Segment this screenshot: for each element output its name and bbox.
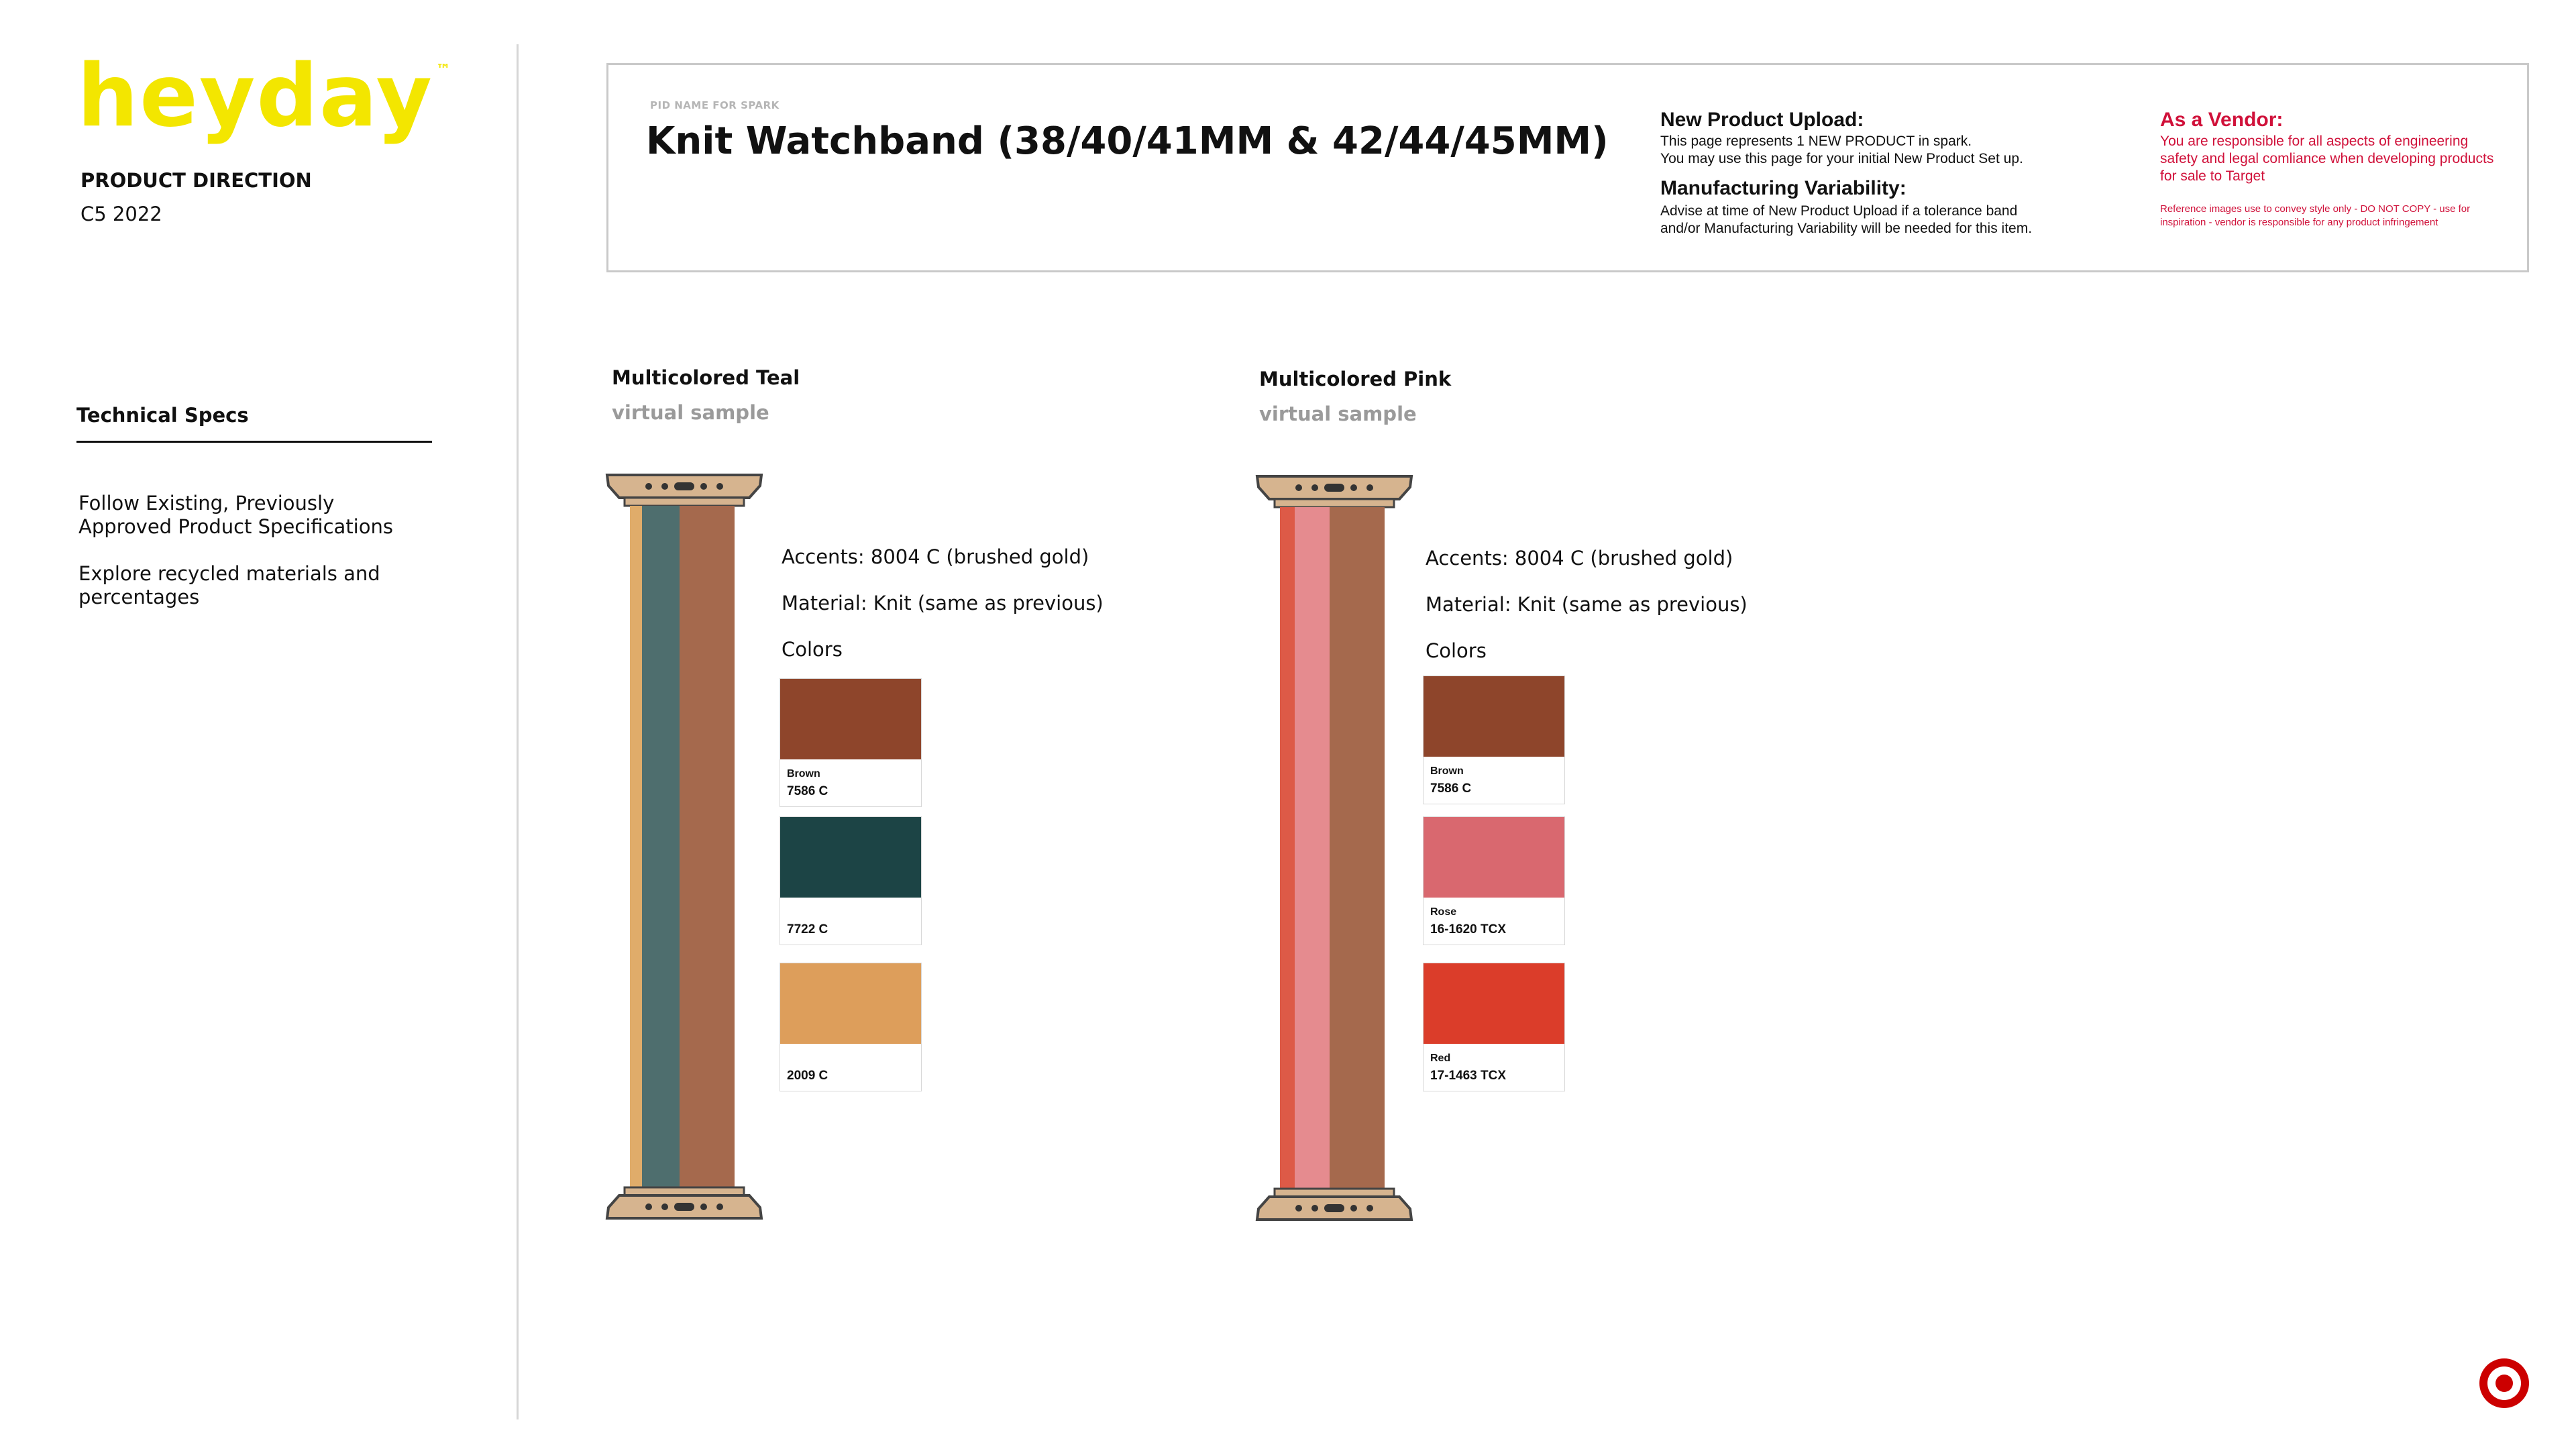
product-direction-label: PRODUCT DIRECTION (80, 169, 312, 192)
technical-specs-divider (76, 441, 432, 443)
color-swatch (1424, 963, 1564, 1091)
swatch-code: 16-1620 TCX (1430, 922, 1507, 936)
swatch-chip (780, 963, 921, 1044)
accents-spec: Accents: 8004 C (brushed gold) (1426, 547, 1733, 570)
variability-body (1660, 203, 2090, 237)
upload-heading: New Product Upload: (1660, 109, 1864, 131)
spec-item: Explore recycled materials and percentages (78, 562, 380, 608)
pid-name-label: PID NAME FOR SPARK (650, 99, 780, 111)
swatch-chip (780, 817, 921, 898)
band-stripe (630, 506, 642, 1187)
swatch-code: 17-1463 TCX (1430, 1069, 1507, 1083)
swatch-chip (1424, 817, 1564, 898)
colors-label: Colors (1426, 639, 1487, 662)
swatch-code: 2009 C (787, 1069, 828, 1083)
swatch-chip (1424, 963, 1564, 1044)
color-swatch (780, 963, 921, 1091)
color-swatch (780, 679, 921, 806)
upload-line: You may use this page for your initial New Product Set up. (1660, 151, 2023, 166)
band-stripe (1330, 507, 1385, 1189)
variability-heading: Manufacturing Variability: (1660, 177, 1907, 199)
swatch-code: 7722 C (787, 922, 828, 936)
variant-subtitle: virtual sample (1259, 402, 1417, 425)
swatch-chip (780, 679, 921, 759)
color-swatch (780, 817, 921, 945)
variability-line: Advise at time of New Product Upload if a tolerance band (1660, 203, 2018, 219)
swatch-name: Red (1430, 1053, 1451, 1064)
swatch-name: Brown (1430, 765, 1464, 777)
swatch-name: Brown (787, 768, 820, 780)
watchband-illustration (600, 474, 768, 1220)
upload-line: This page represents 1 NEW PRODUCT in spark. (1660, 133, 1972, 149)
variability-line: and/or Manufacturing Variability will be needed for this item. (1660, 221, 2033, 236)
vertical-divider (517, 44, 519, 1419)
swatch-chip (1424, 676, 1564, 757)
season-label: C5 2022 (80, 203, 162, 225)
colors-label: Colors (782, 638, 843, 661)
band-stripe (680, 506, 735, 1187)
swatch-code: 7586 C (787, 784, 828, 798)
spec-item: Follow Existing, Previously Approved Product Specifications (78, 492, 393, 538)
target-bullseye-icon (2477, 1356, 2531, 1410)
material-spec: Material: Knit (same as previous) (1426, 593, 1748, 616)
band-stripe (642, 506, 680, 1187)
variant-subtitle: virtual sample (612, 401, 769, 424)
upload-body (1660, 133, 2090, 168)
band-stripe (1295, 507, 1330, 1189)
watchband-illustration (1250, 475, 1418, 1221)
material-spec: Material: Knit (same as previous) (782, 592, 1104, 614)
color-swatch (1424, 676, 1564, 804)
swatch-code: 7586 C (1430, 782, 1472, 796)
product-title: Knit Watchband (38/40/41MM & 42/44/45MM) (646, 119, 1609, 163)
band-stripe (1280, 507, 1295, 1189)
swatch-name: Rose (1430, 906, 1457, 918)
vendor-note: Reference images use to convey style only - DO NOT COPY - use for inspiration - vendor is responsible for any product infringement (2160, 203, 2471, 228)
heyday-logo: heyday ™ (77, 46, 452, 146)
variant-title: Multicolored Pink (1259, 368, 1452, 390)
technical-specs-heading: Technical Specs (76, 404, 249, 427)
color-swatch (1424, 817, 1564, 945)
accents-spec: Accents: 8004 C (brushed gold) (782, 545, 1089, 568)
variant-title: Multicolored Teal (612, 366, 800, 389)
vendor-heading: As a Vendor: (2160, 109, 2284, 131)
vendor-body: You are responsible for all aspects of engineering safety and legal comliance when developing products for sale to Target (2160, 133, 2494, 184)
